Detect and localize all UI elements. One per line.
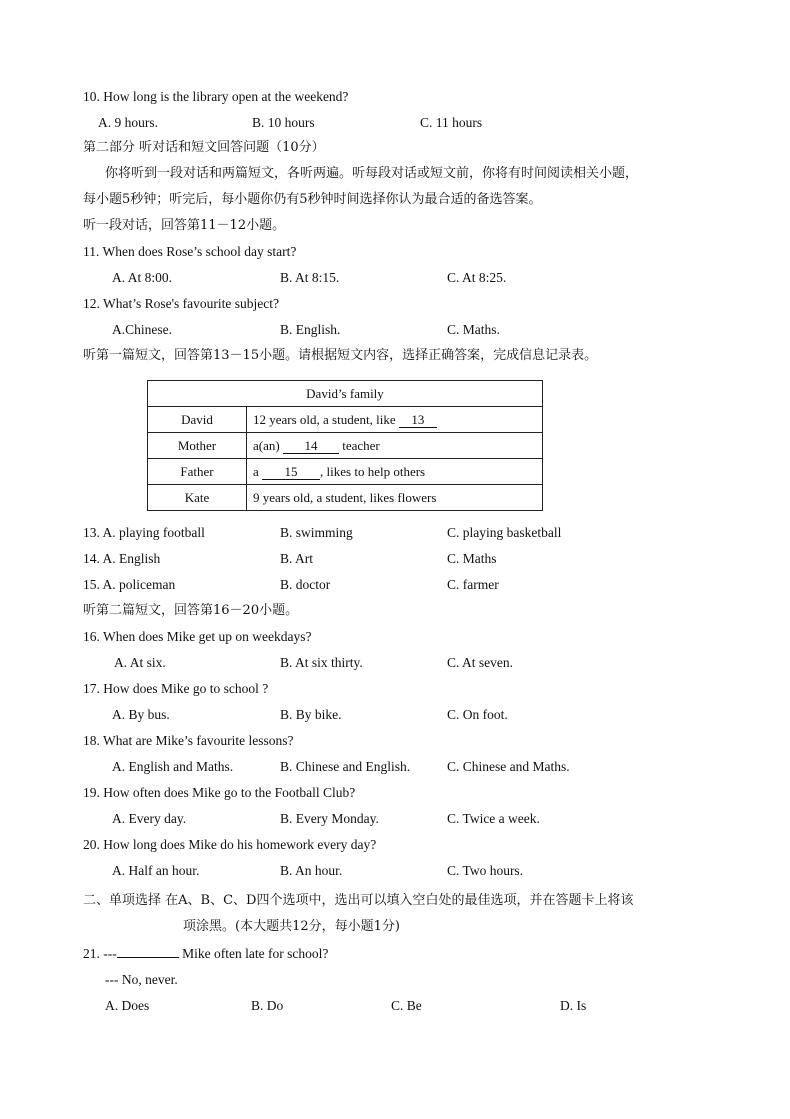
q17-option-c: C. On foot.	[447, 707, 508, 722]
q21-reply: --- No, never.	[105, 972, 178, 987]
q19-option-b: B. Every Monday.	[280, 811, 379, 826]
row-text-after: , likes to help others	[320, 463, 426, 479]
row-label: David	[148, 407, 247, 433]
q10-option-c: C. 11 hours	[420, 115, 483, 130]
section2-title: 二、单项选择 在A、B、C、D四个选项中，选出可以填入空白处的最佳选项，并在答题卡上将该	[83, 893, 634, 908]
q17-option-a: A. By bus.	[112, 707, 170, 722]
q13-option-a: 13. A. playing football	[83, 525, 205, 540]
row-value	[247, 433, 543, 459]
q15-option-a: 15. A. policeman	[83, 577, 176, 592]
question-12: 12. What’s Rose's favourite subject?	[83, 296, 280, 311]
q19-option-a: A. Every day.	[112, 811, 187, 826]
q21-blank	[117, 945, 179, 958]
answer-blank-15: 15	[262, 465, 320, 480]
answer-blank-14: 14	[283, 439, 339, 454]
q14-option-a: 14. A. English	[83, 551, 161, 566]
q15-option-c: C. farmer	[447, 577, 499, 592]
table-row	[148, 433, 543, 459]
q20-option-b: B. An hour.	[280, 863, 343, 878]
q14-option-c: C. Maths	[447, 551, 497, 566]
q21-text: Mike often late for school?	[178, 946, 329, 961]
question-19: 19. How often does Mike go to the Football Club?	[83, 785, 356, 800]
q16-option-a: A. At six.	[114, 655, 166, 670]
passage1-intro: 听第一篇短文，回答第13－15小题。请根据短文内容，选择正确答案，完成信息记录表。	[83, 348, 598, 363]
q10-option-b: B. 10 hours	[252, 115, 315, 130]
row-label: Kate	[148, 485, 247, 511]
q21-option-b: B. Do	[251, 998, 284, 1013]
q12-option-a: A.Chinese.	[112, 322, 172, 337]
q15-option-b: B. doctor	[280, 577, 331, 592]
q11-option-c: C. At 8:25.	[447, 270, 507, 285]
question-21	[83, 945, 328, 963]
question-10: 10. How long is the library open at the weekend?	[83, 89, 349, 104]
q12-option-c: C. Maths.	[447, 322, 500, 337]
q18-option-b: B. Chinese and English.	[280, 759, 411, 774]
q21-option-a: A. Does	[105, 998, 150, 1013]
q10-option-a: A. 9 hours.	[98, 115, 158, 130]
row-text: a	[253, 463, 263, 479]
row-label: Mother	[148, 433, 247, 459]
answer-blank-13: 13	[399, 413, 437, 428]
part2-title: 第二部分 听对话和短文回答问题（10分）	[83, 140, 325, 155]
q13-option-b: B. swimming	[280, 525, 353, 540]
table-title: David’s family	[148, 381, 543, 407]
q21-option-d: D. Is	[560, 998, 587, 1013]
question-20: 20. How long does Mike do his homework every day?	[83, 837, 377, 852]
q18-option-c: C. Chinese and Maths.	[447, 759, 570, 774]
question-18: 18. What are Mike’s favourite lessons?	[83, 733, 294, 748]
dialogue-intro: 听一段对话，回答第11－12小题。	[83, 218, 286, 233]
section2-title-cont: 项涂黑。(本大题共12分，每小题1分)	[183, 919, 400, 934]
q20-option-a: A. Half an hour.	[112, 863, 200, 878]
row-text: 12 years old, a student, like	[253, 411, 399, 427]
row-label: Father	[148, 459, 247, 485]
table-header-row	[148, 381, 543, 407]
q12-option-b: B. English.	[280, 322, 341, 337]
q16-option-c: C. At seven.	[447, 655, 513, 670]
row-value	[247, 459, 543, 485]
q19-option-c: C. Twice a week.	[447, 811, 540, 826]
question-16: 16. When does Mike get up on weekdays?	[83, 629, 312, 644]
part2-instruction-line1: 你将听到一段对话和两篇短文，各听两遍。听每段对话或短文前，你将有时间阅读相关小题，	[105, 166, 639, 181]
q14-option-b: B. Art	[280, 551, 314, 566]
q17-option-b: B. By bike.	[280, 707, 342, 722]
q18-option-a: A. English and Maths.	[112, 759, 234, 774]
q20-option-c: C. Two hours.	[447, 863, 524, 878]
q16-option-b: B. At six thirty.	[280, 655, 363, 670]
table-row	[148, 485, 543, 511]
row-value: 9 years old, a student, likes flowers	[247, 485, 543, 511]
q11-option-b: B. At 8:15.	[280, 270, 340, 285]
q21-option-c: C. Be	[391, 998, 422, 1013]
q21-prefix: 21. ---	[83, 946, 117, 961]
table-row	[148, 459, 543, 485]
row-value	[247, 407, 543, 433]
q11-option-a: A. At 8:00.	[112, 270, 173, 285]
davids-family-table	[147, 380, 543, 511]
q13-option-c: C. playing basketball	[447, 525, 562, 540]
row-text-after: teacher	[338, 437, 380, 453]
table-row	[148, 407, 543, 433]
part2-instruction-line2: 每小题5秒钟；听完后，每小题你仍有5秒钟时间选择你认为最合适的备选答案。	[83, 192, 542, 207]
passage2-intro: 听第二篇短文，回答第16－20小题。	[83, 603, 299, 618]
question-17: 17. How does Mike go to school ?	[83, 681, 269, 696]
question-11: 11. When does Rose’s school day start?	[83, 244, 297, 259]
row-text: a(an)	[253, 437, 283, 453]
